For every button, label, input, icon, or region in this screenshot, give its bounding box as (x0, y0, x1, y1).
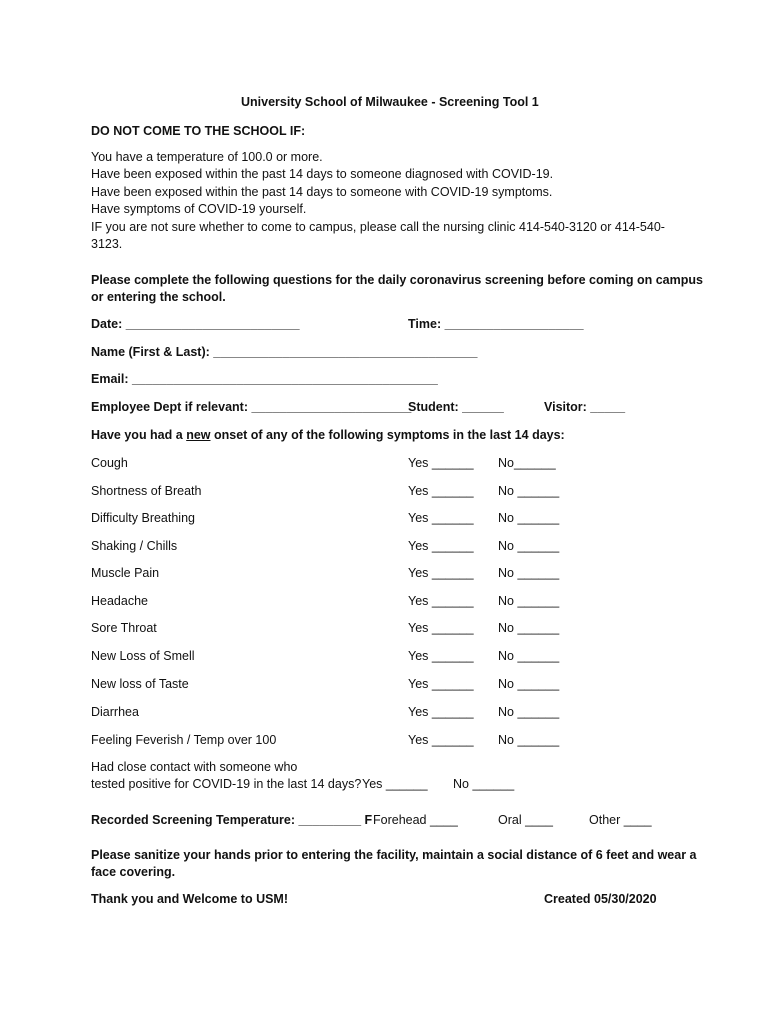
symptom-no[interactable]: No ______ (498, 733, 560, 747)
close-contact-no[interactable]: No ______ (453, 777, 515, 791)
oral-option[interactable]: Oral ____ (498, 813, 553, 827)
symptom-no[interactable]: No______ (498, 456, 556, 470)
symptom-no[interactable]: No ______ (498, 566, 560, 580)
symptom-label: Shaking / Chills (91, 539, 178, 553)
other-option[interactable]: Other ____ (589, 813, 652, 827)
symptom-no[interactable]: No ______ (498, 677, 560, 691)
instructions-line-1: Please complete the following questions for the daily coronavirus screening before coming on campus (91, 273, 703, 287)
symptom-label: New loss of Taste (91, 677, 189, 691)
symptoms-question-after: onset of any of the following symptoms in the last 14 days: (210, 428, 565, 442)
symptom-label: Shortness of Breath (91, 484, 202, 498)
symptom-yes[interactable]: Yes ______ (408, 649, 474, 663)
symptom-yes[interactable]: Yes ______ (408, 484, 474, 498)
condition-call-clinic-cont: 3123. (91, 237, 123, 251)
symptom-yes[interactable]: Yes ______ (408, 539, 474, 553)
symptom-yes[interactable]: Yes ______ (408, 733, 474, 747)
close-contact-yes[interactable]: Yes ______ (362, 777, 428, 791)
symptoms-question-before: Have you had a (91, 428, 187, 442)
symptoms-question-new: new (186, 428, 211, 442)
condition-exposed-diagnosed: Have been exposed within the past 14 days to someone diagnosed with COVID-19. (91, 167, 554, 181)
email-field[interactable]: Email: ____________________________________________ (91, 372, 438, 386)
symptom-label: Muscle Pain (91, 566, 160, 580)
form-title: University School of Milwaukee - Screening Tool 1 (241, 95, 539, 109)
name-field[interactable]: Name (First & Last): ______________________________________ (91, 345, 478, 359)
created-date: Created 05/30/2020 (544, 892, 657, 906)
sanitize-notice-line-2: face covering. (91, 865, 176, 879)
forehead-option[interactable]: Forehead ____ (373, 813, 458, 827)
symptom-label: Cough (91, 456, 128, 470)
symptom-no[interactable]: No ______ (498, 511, 560, 525)
condition-own-symptoms: Have symptoms of COVID-19 yourself. (91, 202, 307, 216)
symptom-no[interactable]: No ______ (498, 705, 560, 719)
symptom-yes[interactable]: Yes ______ (408, 705, 474, 719)
symptoms-question (91, 428, 565, 442)
symptom-no[interactable]: No ______ (498, 484, 560, 498)
condition-call-clinic: IF you are not sure whether to come to campus, please call the nursing clinic 414-540-3120 or 414-540- (91, 220, 665, 234)
screening-temperature-field[interactable]: Recorded Screening Temperature: _________ F (91, 813, 373, 827)
employee-dept-field[interactable]: Employee Dept if relevant: _______________________ (91, 400, 412, 414)
condition-exposed-symptoms: Have been exposed within the past 14 days to someone with COVID-19 symptoms. (91, 185, 553, 199)
do-not-come-heading: DO NOT COME TO THE SCHOOL IF: (91, 124, 306, 138)
symptom-label: Diarrhea (91, 705, 139, 719)
student-field[interactable]: Student: ______ (408, 400, 504, 414)
close-contact-question-line-2: tested positive for COVID-19 in the last 14 days? (91, 777, 362, 791)
condition-temperature: You have a temperature of 100.0 or more. (91, 150, 323, 164)
thank-you-text: Thank you and Welcome to USM! (91, 892, 289, 906)
symptom-label: Headache (91, 594, 148, 608)
symptom-yes[interactable]: Yes ______ (408, 511, 474, 525)
symptom-label: Difficulty Breathing (91, 511, 195, 525)
close-contact-question-line-1: Had close contact with someone who (91, 760, 298, 774)
symptom-yes[interactable]: Yes ______ (408, 621, 474, 635)
symptom-no[interactable]: No ______ (498, 621, 560, 635)
symptom-yes[interactable]: Yes ______ (408, 566, 474, 580)
symptom-label: New Loss of Smell (91, 649, 195, 663)
visitor-field[interactable]: Visitor: _____ (544, 400, 626, 414)
symptom-yes[interactable]: Yes ______ (408, 456, 474, 470)
symptom-yes[interactable]: Yes ______ (408, 677, 474, 691)
time-field[interactable]: Time: ____________________ (408, 317, 584, 331)
symptom-no[interactable]: No ______ (498, 594, 560, 608)
symptom-label: Sore Throat (91, 621, 157, 635)
instructions-line-2: or entering the school. (91, 290, 226, 304)
date-field[interactable]: Date: _________________________ (91, 317, 300, 331)
symptom-label: Feeling Feverish / Temp over 100 (91, 733, 277, 747)
symptom-yes[interactable]: Yes ______ (408, 594, 474, 608)
symptom-no[interactable]: No ______ (498, 649, 560, 663)
symptom-no[interactable]: No ______ (498, 539, 560, 553)
sanitize-notice-line-1: Please sanitize your hands prior to entering the facility, maintain a social distance of 6 feet and wear a (91, 848, 697, 862)
